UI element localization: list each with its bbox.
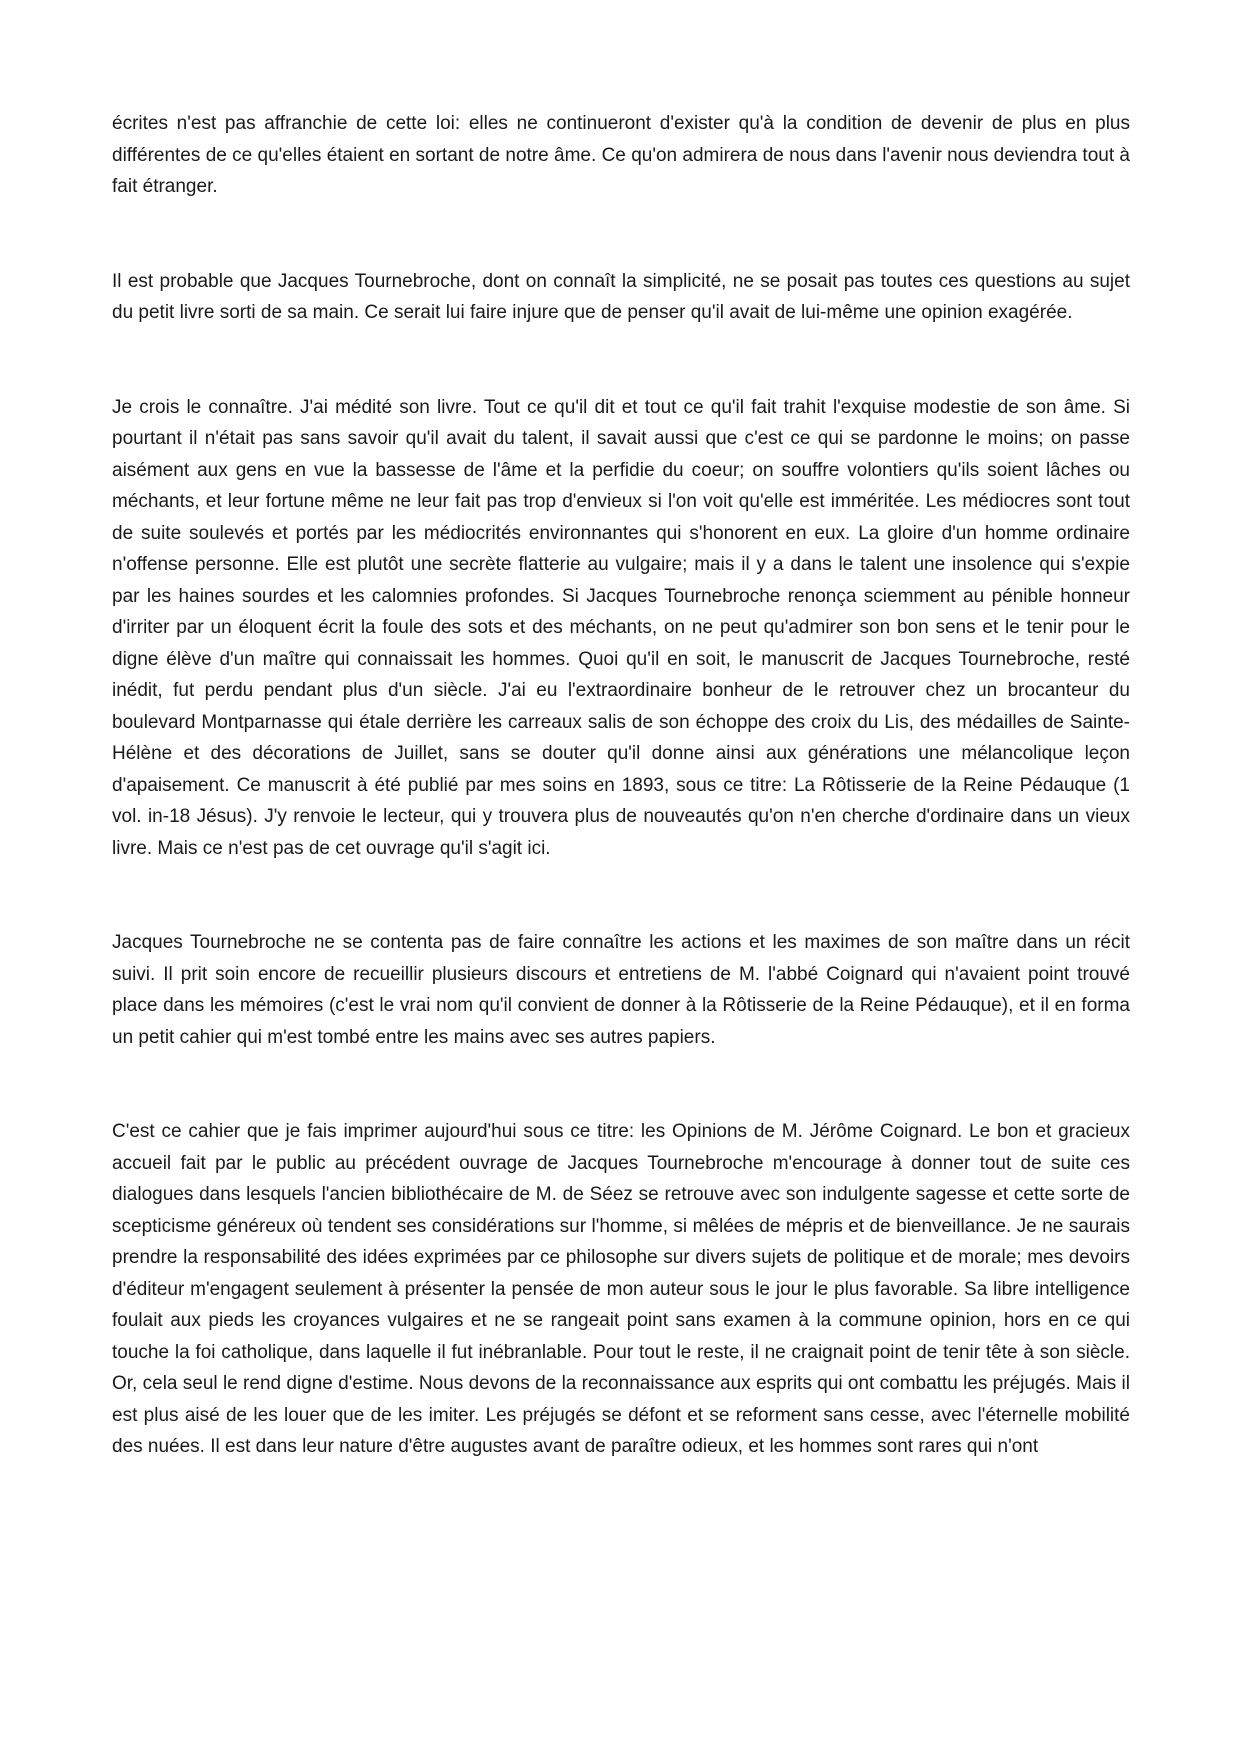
document-body — [112, 108, 1130, 1463]
paragraph-5: C'est ce cahier que je fais imprimer aujourd'hui sous ce titre: les Opinions de M. Jérôme Coignard. Le bon et gracieux accueil fait par le public au précédent ouvrage de Jacques Tournebroche m'encourage à donner tout de suite ces dialogues dans lesquels l'ancien bibliothécaire de M. de Séez se retrouve avec son indulgente sagesse et cette sorte de scepticisme généreux où tendent ses considérations sur l'homme, si mêlées de mépris et de bienveillance. Je ne saurais prendre la responsabilité des idées exprimées par ce philosophe sur divers sujets de politique et de morale; mes devoirs d'éditeur m'engagent seulement à présenter la pensée de mon auteur sous le jour le plus favorable. Sa libre intelligence foulait aux pieds les croyances vulgaires et ne se rangeait point sans examen à la commune opinion, hors en ce qui touche la foi catholique, dans laquelle il fut inébranlable. Pour tout le reste, il ne craignait point de tenir tête à son siècle. Or, cela seul le rend digne d'estime. Nous devons de la reconnaissance aux esprits qui ont combattu les préjugés. Mais il est plus aisé de les louer que de les imiter. Les préjugés se défont et se reforment sans cesse, avec l'éternelle mobilité des nuées. Il est dans leur nature d'être augustes avant de paraître odieux, et les hommes sont rares qui n'ont — [112, 1121, 1130, 1457]
paragraph-1: écrites n'est pas affranchie de cette loi: elles ne continueront d'exister qu'à la condition de devenir de plus en plus différentes de ce qu'elles étaient en sortant de notre âme. Ce qu'on admirera de nous dans l'avenir nous deviendra tout à fait étranger. — [112, 113, 1130, 197]
paragraph-2: Il est probable que Jacques Tournebroche, dont on connaît la simplicité, ne se posait pas toutes ces questions au sujet du petit livre sorti de sa main. Ce serait lui faire injure que de penser qu'il avait de lui-même une opinion exagérée. — [112, 270, 1130, 323]
paragraph-4: Jacques Tournebroche ne se contenta pas de faire connaître les actions et les maximes de son maître dans un récit suivi. Il prit soin encore de recueillir plusieurs discours et entretiens de M. l'abbé Coignard qui n'avaient point trouvé place dans les mémoires (c'est le vrai nom qu'il convient de donner à la Rôtisserie de la Reine Pédauque), et il en forma un petit cahier qui m'est tombé entre les mains avec ses autres papiers. — [112, 932, 1130, 1048]
paragraph-3: Je crois le connaître. J'ai médité son livre. Tout ce qu'il dit et tout ce qu'il fait trahit l'exquise modestie de son âme. Si pourtant il n'était pas sans savoir qu'il avait du talent, il savait aussi que c'est ce qui se pardonne le moins; on passe aisément aux gens en vue la bassesse de l'âme et la perfidie du coeur; on souffre volontiers qu'ils soient lâches ou méchants, et leur fortune même ne leur fait pas trop d'envieux si l'on voit qu'elle est imméritée. Les médiocres sont tout de suite soulevés et portés par les médiocrités environnantes qui s'honorent en eux. La gloire d'un homme ordinaire n'offense personne. Elle est plutôt une secrète flatterie au vulgaire; mais il y a dans le talent une insolence qui s'expie par les haines sourdes et les calomnies profondes. Si Jacques Tournebroche renonça sciemment au pénible honneur d'irriter par un éloquent écrit la foule des sots et des méchants, on ne peut qu'admirer son bon sens et le tenir pour le digne élève d'un maître qui connaissait les hommes. Quoi qu'il en soit, le manuscrit de Jacques Tournebroche, resté inédit, fut perdu pendant plus d'un siècle. J'ai eu l'extraordinaire bonheur de le retrouver chez un brocanteur du boulevard Montparnasse qui étale derrière les carreaux salis de son échoppe des croix du Lis, des médailles de Sainte-Hélène et des décorations de Juillet, sans se douter qu'il donne ainsi aux générations une mélancolique leçon d'apaisement. Ce manuscrit à été publié par mes soins en 1893, sous ce titre: La Rôtisserie de la Reine Pédauque (1 vol. in-18 Jésus). J'y renvoie le lecteur, qui y trouvera plus de nouveautés qu'on n'en cherche d'ordinaire dans un vieux livre. Mais ce n'est pas de cet ouvrage qu'il s'agit ici. — [112, 396, 1130, 859]
